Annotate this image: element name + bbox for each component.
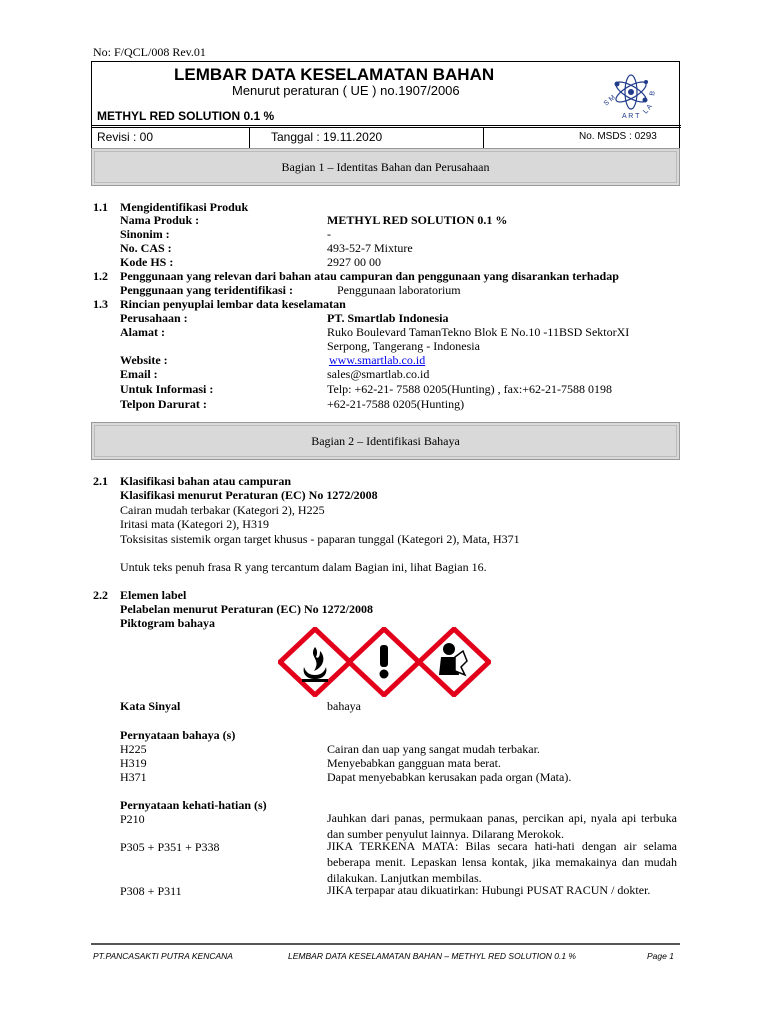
footer-page: Page 1 bbox=[647, 951, 674, 961]
product-name-value: METHYL RED SOLUTION 0.1 % bbox=[327, 213, 508, 227]
emergency-value: +62-21-7588 0205(Hunting) bbox=[327, 397, 465, 411]
section-1-header: Bagian 1 – Identitas Bahan dan Perusahaan bbox=[91, 148, 680, 186]
msds-number: No. MSDS : 0293 bbox=[579, 131, 657, 142]
cas-value: 493-52-7 Mixture bbox=[327, 241, 413, 255]
identified-use-value: Penggunaan laboratorium bbox=[337, 283, 461, 297]
website-link[interactable]: www.smartlab.co.id bbox=[329, 353, 426, 367]
website-label: Website : bbox=[120, 353, 168, 367]
address-line-1: Ruko Boulevard TamanTekno Blok E No.10 -11BSD SektorXI bbox=[327, 325, 630, 339]
synonym-value: - bbox=[327, 227, 331, 241]
section-1-2-number: 1.2 bbox=[93, 269, 108, 283]
section-2-2-title: Elemen label bbox=[120, 588, 187, 602]
section-2-1-subtitle: Klasifikasi menurut Peraturan (EC) No 1272/2008 bbox=[120, 488, 378, 502]
hazard-code: H225 bbox=[120, 742, 147, 756]
svg-text:A R T: A R T bbox=[622, 113, 640, 120]
product-name-header: METHYL RED SOLUTION 0.1 % bbox=[97, 109, 275, 123]
svg-text:L A: L A bbox=[642, 103, 654, 116]
hazard-text: Menyebabkan gangguan mata berat. bbox=[327, 756, 501, 770]
signal-word-value: bahaya bbox=[327, 699, 361, 713]
precaution-statements-title: Pernyataan kehati-hatian (s) bbox=[120, 798, 267, 812]
email-label: Email : bbox=[120, 367, 158, 381]
emergency-label: Telpon Darurat : bbox=[120, 397, 207, 411]
health-hazard-icon bbox=[417, 627, 491, 697]
email-value: sales@smartlab.co.id bbox=[327, 367, 430, 381]
header-box bbox=[91, 61, 680, 149]
classification-2: Iritasi mata (Kategori 2), H319 bbox=[120, 517, 269, 531]
footer-divider bbox=[91, 943, 680, 945]
precaution-code: P308 + P311 bbox=[120, 884, 182, 898]
footer-company: PT.PANCASAKTI PUTRA KENCANA bbox=[93, 951, 233, 961]
precaution-text: JIKA TERKENA MATA: Bilas secara hati-hati dengan air selama beberapa menit. Lepaskan lensa kontak, jika memakainya dan mudah dilakukan. Lanjutkan membilas. bbox=[327, 839, 677, 885]
precaution-code: P210 bbox=[120, 812, 145, 826]
section-2-1-number: 2.1 bbox=[93, 474, 108, 488]
regulation-text: Menurut peraturan ( UE ) no.1907/2006 bbox=[232, 83, 460, 98]
flame-icon bbox=[278, 627, 352, 697]
classification-1: Cairan mudah terbakar (Kategori 2), H225 bbox=[120, 503, 325, 517]
precaution-text: JIKA terpapar atau dikuatirkan: Hubungi PUSAT RACUN / dokter. bbox=[327, 883, 651, 897]
classification-3: Toksisitas sistemik organ target khusus - paparan tunggal (Kategori 2), Mata, H371 bbox=[120, 532, 520, 546]
section-1-1-title: Mengidentifikasi Produk bbox=[120, 200, 249, 214]
footer-document: LEMBAR DATA KESELAMATAN BAHAN – METHYL RED SOLUTION 0.1 % bbox=[288, 951, 576, 961]
document-number: No: F/QCL/008 Rev.01 bbox=[93, 45, 206, 59]
address-label: Alamat : bbox=[120, 325, 165, 339]
company-label: Perusahaan : bbox=[120, 311, 188, 325]
hazard-statements-title: Pernyataan bahaya (s) bbox=[120, 728, 236, 742]
section-1-3-number: 1.3 bbox=[93, 297, 108, 311]
hs-code-label: Kode HS : bbox=[120, 255, 174, 269]
company-value: PT. Smartlab Indonesia bbox=[327, 311, 449, 325]
signal-word-label: Kata Sinyal bbox=[120, 699, 181, 713]
hazard-text: Cairan dan uap yang sangat mudah terbakar. bbox=[327, 742, 540, 756]
section-2-header: Bagian 2 – Identifikasi Bahaya bbox=[91, 422, 680, 460]
synonym-label: Sinonim : bbox=[120, 227, 170, 241]
cas-label: No. CAS : bbox=[120, 241, 172, 255]
info-label: Untuk Informasi : bbox=[120, 382, 214, 396]
section-2-2-number: 2.2 bbox=[93, 588, 108, 602]
section-16-note: Untuk teks penuh frasa R yang tercantum dalam Bagian ini, lihat Bagian 16. bbox=[120, 560, 487, 574]
section-2-2-subtitle: Pelabelan menurut Peraturan (EC) No 1272/2008 bbox=[120, 602, 373, 616]
pictogram-label: Piktogram bahaya bbox=[120, 616, 216, 630]
section-1-3-title: Rincian penyuplai lembar data keselamatan bbox=[120, 297, 346, 311]
svg-text:S M: S M bbox=[602, 94, 617, 108]
document-title: LEMBAR DATA KESELAMATAN BAHAN bbox=[174, 65, 495, 84]
identified-use-label: Penggunaan yang teridentifikasi : bbox=[120, 283, 294, 297]
date-label: Tanggal : 19.11.2020 bbox=[271, 130, 383, 144]
section-2-1-title: Klasifikasi bahan atau campuran bbox=[120, 474, 292, 488]
precaution-text: Jauhkan dari panas, permukaan panas, percikan api, nyala api terbuka dan sumber penyulut lainnya. Dilarang Merokok. bbox=[327, 811, 677, 841]
address-line-2: Serpong, Tangerang - Indonesia bbox=[327, 339, 480, 353]
hazard-code: H319 bbox=[120, 756, 147, 770]
precaution-code: P305 + P351 + P338 bbox=[120, 840, 220, 854]
section-1-2-title: Penggunaan yang relevan dari bahan atau campuran dan penggunaan yang disarankan terhadap bbox=[120, 269, 619, 283]
svg-text:B: B bbox=[649, 90, 657, 97]
product-name-label: Nama Produk : bbox=[120, 213, 200, 227]
smartlab-logo bbox=[600, 66, 662, 122]
section-1-1-number: 1.1 bbox=[93, 200, 108, 214]
revision-label: Revisi : 00 bbox=[97, 130, 154, 144]
exclamation-icon bbox=[347, 627, 421, 697]
hazard-text: Dapat menyebabkan kerusakan pada organ (Mata). bbox=[327, 770, 572, 784]
hazard-code: H371 bbox=[120, 770, 147, 784]
hs-code-value: 2927 00 00 bbox=[327, 255, 381, 269]
info-value: Telp: +62-21- 7588 0205(Hunting) , fax:+62-21-7588 0198 bbox=[327, 382, 612, 396]
